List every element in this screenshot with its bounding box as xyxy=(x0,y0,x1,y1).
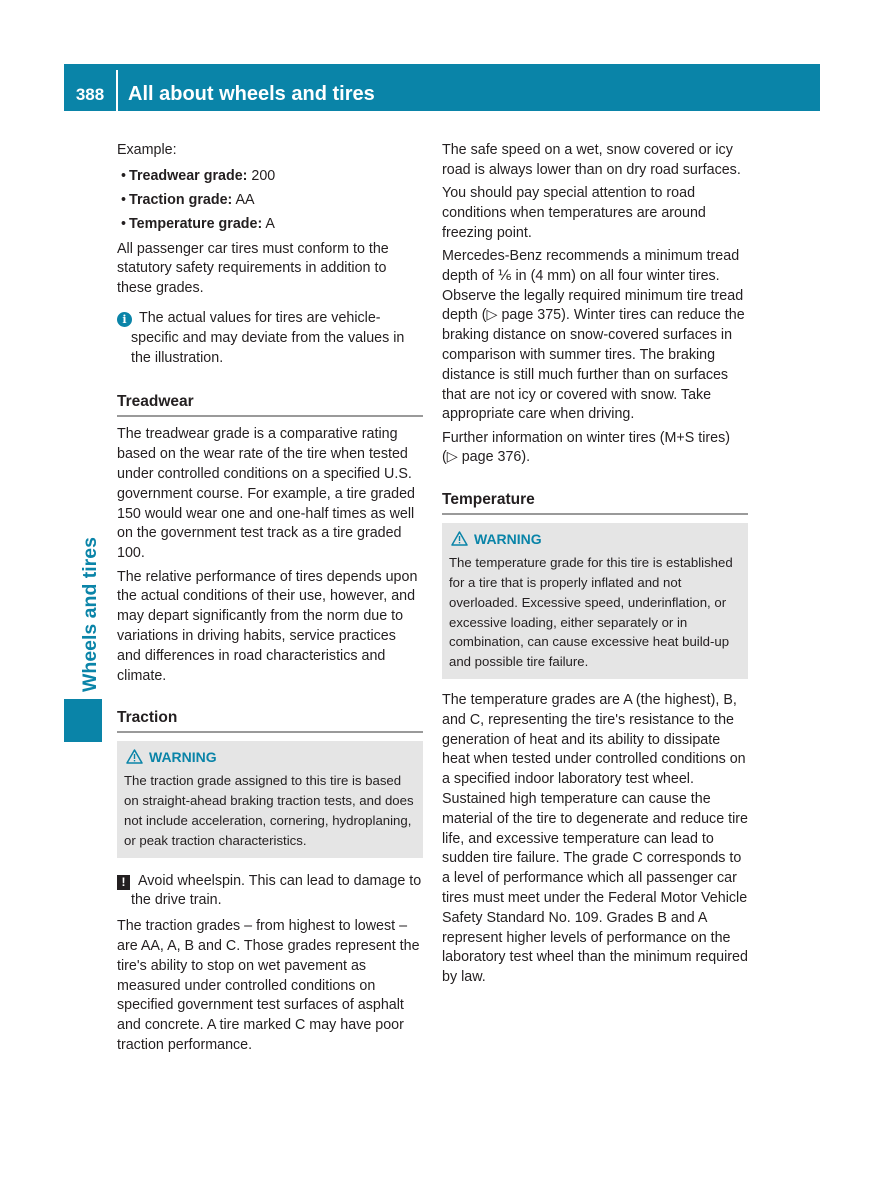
treadwear-heading: Treadwear xyxy=(117,392,423,417)
bullet-item: • Treadwear grade: 200 xyxy=(117,167,423,187)
warning-header xyxy=(124,747,416,767)
left-column xyxy=(117,141,423,1059)
page-title: All about wheels and tires xyxy=(128,83,375,105)
side-label-text: Wheels and tires xyxy=(79,537,101,692)
bullet-item: • Traction grade: AA xyxy=(117,191,423,211)
temperature-warning-text: The temperature grade for this tire is established for a tire that is properly inflated and not overloaded. Excessive speed, underinflation, or excessive loading, either separately or in combination, can cause excessive heat build-up and possible tire failure. xyxy=(449,555,733,670)
page-number: 388 xyxy=(75,85,105,104)
right-column xyxy=(442,141,748,991)
warning-triangle-icon xyxy=(451,531,468,546)
stop-icon: ! xyxy=(117,875,130,890)
right-paragraph-5: The temperature grades are A (the highest), B, and C, representing the tire's resistance to the generation of heat and its ability to dissipate heat when tested under controlled conditions on a specified indoor laboratory test wheel. Sustained high temperature can cause the material of the tire to degenerate and reduce tire life, and excessive temperature can lead to sudden tire failure. The grade C corresponds to a level of performance which all passenger car tires must meet under the Federal Motor Vehicle Safety Standard No. 109. Grades B and A represent higher levels of performance on the laboratory test wheel than the minimum required by law. xyxy=(442,692,748,986)
bullet-item: • Temperature grade: A xyxy=(117,215,423,235)
warning-triangle-icon xyxy=(126,749,143,764)
traction-warning-text: The traction grade assigned to this tire is based on straight-ahead braking traction tests, and does not include acceleration, cornering, hydroplaning, or peak traction characteristics. xyxy=(124,773,414,848)
temperature-warning-box xyxy=(442,523,748,679)
warning-label: WARNING xyxy=(149,749,217,766)
side-tab-marker xyxy=(64,699,102,742)
right-paragraph-2: You should pay special attention to road conditions when temperatures are around freezing point. xyxy=(442,185,706,241)
traction-warning-box xyxy=(117,741,423,857)
right-paragraph-1: The safe speed on a wet, snow covered or icy road is always lower than on dry road surfaces. xyxy=(442,142,741,178)
warning-label: WARNING xyxy=(474,531,542,548)
example-label: Example: xyxy=(117,142,177,158)
traction-heading: Traction xyxy=(117,708,423,733)
header-divider xyxy=(116,70,118,111)
info-icon: i xyxy=(117,312,132,327)
temperature-heading: Temperature xyxy=(442,490,748,515)
conform-paragraph: All passenger car tires must conform to the statutory safety requirements in addition to these grades. xyxy=(117,240,389,297)
right-paragraph-3: Mercedes-Benz recommends a minimum tread depth of ⅙ in (4 mm) on all four winter tires. Observe the legally required minimum tire tread depth (▷ page 375). Winter tires can reduce the braking distance on snow-covered surfaces in comparison with summer tires. The braking distance is still much further than on surfaces that are not icy or covered with snow. Take appropriate care when driving. xyxy=(442,247,745,423)
warning-header xyxy=(449,529,741,549)
treadwear-paragraph-1: The treadwear grade is a comparative rating based on the wear rate of the tire when tested under controlled conditions on a specified U.S. government course. For example, a tire graded 150 would wear one and one-half times as well on the government test track as a tire graded 100. xyxy=(117,426,416,562)
info-note-text: The actual values for tires are vehicle-specific and may deviate from the values in the illustration. xyxy=(131,310,405,366)
stop-note xyxy=(117,872,423,912)
treadwear-paragraph-2: The relative performance of tires depends upon the actual conditions of their use, however, and may depart significantly from the norm due to variations in driving habits, service practices and differences in road characteristics and climate. xyxy=(117,568,418,684)
stop-note-text: Avoid wheelspin. This can lead to damage to the drive train. xyxy=(131,872,422,909)
page-header xyxy=(64,64,820,111)
right-paragraph-4: Further information on winter tires (M+S tires) (▷ page 376). xyxy=(442,429,731,466)
info-note xyxy=(117,309,423,368)
traction-paragraph: The traction grades – from highest to lowest – are AA, A, B and C. Those grades represent the tire's ability to stop on wet pavement as measured under controlled conditions on specified government test surfaces of asphalt and concrete. A tire marked C may have poor traction performance. xyxy=(117,918,420,1053)
